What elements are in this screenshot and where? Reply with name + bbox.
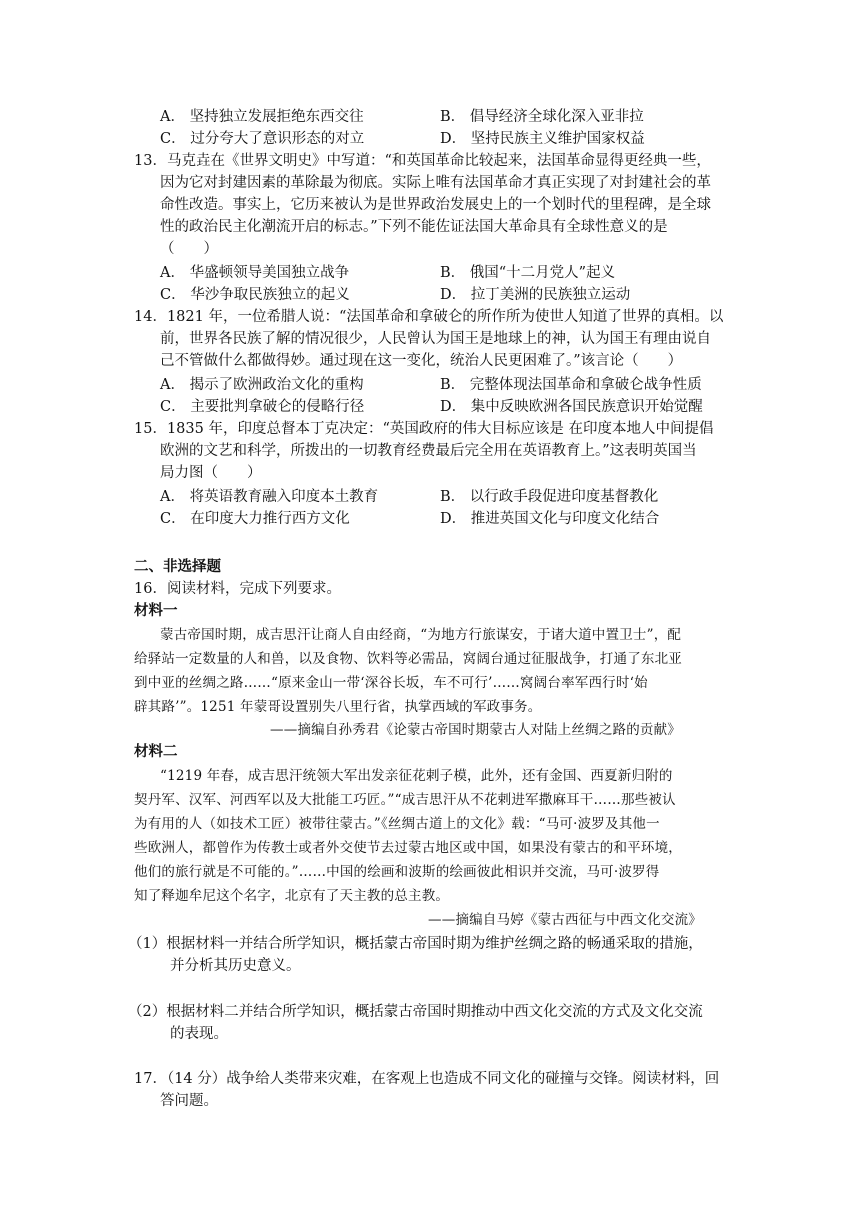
q13-line-1: 13．马克垚在《世界文明史》中写道：“和英国革命比较起来，法国革命显得更经典一些， [134, 153, 711, 169]
q13-option-d: D． 拉丁美洲的民族独立运动 [440, 287, 631, 303]
q15-line-3: 局力图（ ） [160, 465, 262, 481]
q13-option-c: C． 华沙争取民族独立的起义 [160, 287, 350, 303]
material-1-line-1: 蒙古帝国时期，成吉思汗让商人自由经商，“为地方行旅谋安，于诸大道中置卫士”，配 [160, 627, 682, 643]
q14-option-d: D． 集中反映欧洲各国民族意识开始觉醒 [440, 399, 703, 415]
q16-sub1-line-1: （1）根据材料一并结合所学知识，概括蒙古帝国时期为维护丝绸之路的畅通采取的措施， [128, 936, 703, 952]
q14-option-b: B． 完整体现法国革命和拿破仑战争性质 [440, 377, 702, 393]
q12-option-b: B． 倡导经济全球化深入亚非拉 [440, 109, 644, 125]
q15-line-2: 欧洲的文艺和科学，所拨出的一切教育经费最后完全用在英语教育上。”这表明英国当 [160, 443, 697, 459]
q16-intro: 16．阅读材料，完成下列要求。 [134, 581, 341, 597]
material-2-line-5: 他们的旅行就是不可能的。”……中国的绘画和波斯的绘画彼此相识并交流，马可·波罗得 [134, 864, 660, 880]
q13-line-4: 性的政治民主化潮流开启的标志。”下列不能佐证法国大革命具有全球性意义的是 [160, 219, 668, 235]
material-2-label: 材料二 [134, 744, 178, 760]
material-1-line-2: 给驿站一定数量的人和兽，以及食物、饮料等必需品，窝阔台通过征服战争，打通了东北亚 [134, 651, 682, 667]
q12-option-d: D． 坚持民族主义维护国家权益 [440, 131, 645, 147]
q13-line-3: 命性改造。事实上，它历来被认为是世界政治发展史上的一个划时代的里程碑，是全球 [160, 197, 711, 213]
material-2-line-6: 知了释迦牟尼这个名字，北京有了天主教的总主教。 [134, 888, 450, 904]
material-1-label: 材料一 [134, 603, 178, 619]
material-2-line-3: 为有用的人（如技术工匠）被带往蒙古。”《丝绸古道上的文化》载：“马可·波罗及其他一 [134, 816, 660, 832]
material-1-line-4: 辟其路’”。1251 年蒙哥设置别失八里行省，执掌西域的军政事务。 [134, 699, 542, 715]
material-1-line-3: 到中亚的丝绸之路……“原来金山一带‘深谷长坂，车不可行’……窝阔台率军西行时‘始 [134, 675, 648, 691]
material-2-source: ——摘编自马婷《蒙古西征与中西文化交流》 [428, 912, 702, 928]
q15-option-c: C． 在印度大力推行西方文化 [160, 511, 350, 527]
q13-option-a: A． 华盛顿领导美国独立战争 [160, 265, 350, 281]
q14-option-c: C． 主要批判拿破仑的侵略行径 [160, 399, 365, 415]
q12-option-a: A． 坚持独立发展拒绝东西交往 [160, 109, 364, 125]
q13-line-2: 因为它对封建因素的革除最为彻底。实际上唯有法国革命才真正实现了对封建社会的革 [160, 175, 711, 191]
q16-sub1-line-2: 并分析其历史意义。 [170, 958, 301, 974]
material-2-line-1: “1219 年春，成吉思汗统领大军出发亲征花剌子模，此外，还有金国、西夏新归附的 [160, 768, 673, 784]
q14-line-3: 己不管做什么都做得妙。通过现在这一变化，统治人民更困难了。”该言论（ ） [160, 353, 683, 369]
material-2-line-4: 些欧洲人，都曾作为传教士或者外交使节去过蒙古地区或中国，如果没有蒙古的和平环境， [134, 840, 682, 856]
q16-sub2-line-2: 的表现。 [170, 1026, 228, 1042]
q17-line-2: 答问题。 [160, 1093, 218, 1109]
q16-sub2-line-1: （2）根据材料二并结合所学知识，概括蒙古帝国时期推动中西文化交流的方式及文化交流 [128, 1004, 703, 1020]
q15-option-d: D． 推进英国文化与印度文化结合 [440, 511, 660, 527]
q17-line-1: 17．（14 分）战争给人类带来灾难，在客观上也造成不同文化的碰撞与交锋。阅读材料，回 [134, 1071, 720, 1087]
q14-option-a: A． 揭示了欧洲政治文化的重构 [160, 377, 364, 393]
q15-option-b: B． 以行政手段促进印度基督教化 [440, 489, 659, 505]
q12-option-c: C． 过分夸大了意识形态的对立 [160, 131, 365, 147]
q13-option-b: B． 俄国“十二月党人”起义 [440, 265, 616, 281]
material-1-source: ——摘编自孙秀君《论蒙古帝国时期蒙古人对陆上丝绸之路的贡献》 [270, 722, 681, 738]
q15-option-a: A． 将英语教育融入印度本土教育 [160, 489, 379, 505]
q14-line-1: 14．1821 年，一位希腊人说：“法国革命和拿破仑的所作所为使世人知道了世界的真相。以 [134, 309, 724, 325]
q14-line-2: 前，世界各民族了解的情况很少，人民曾认为国王是地球上的神，认为国王有理由说自 [160, 331, 711, 347]
material-2-line-2: 契丹军、汉军、河西军以及大批能工巧匠。”“成吉思汗从不花剌进军撒麻耳干……那些被认 [134, 792, 676, 808]
section-title-non-choice: 二、非选择题 [134, 559, 221, 575]
q13-line-5: （ ） [160, 241, 218, 257]
q15-line-1: 15．1835 年，印度总督本丁克决定：“英国政府的伟大目标应该是 在印度本地人中间提倡 [134, 421, 714, 437]
